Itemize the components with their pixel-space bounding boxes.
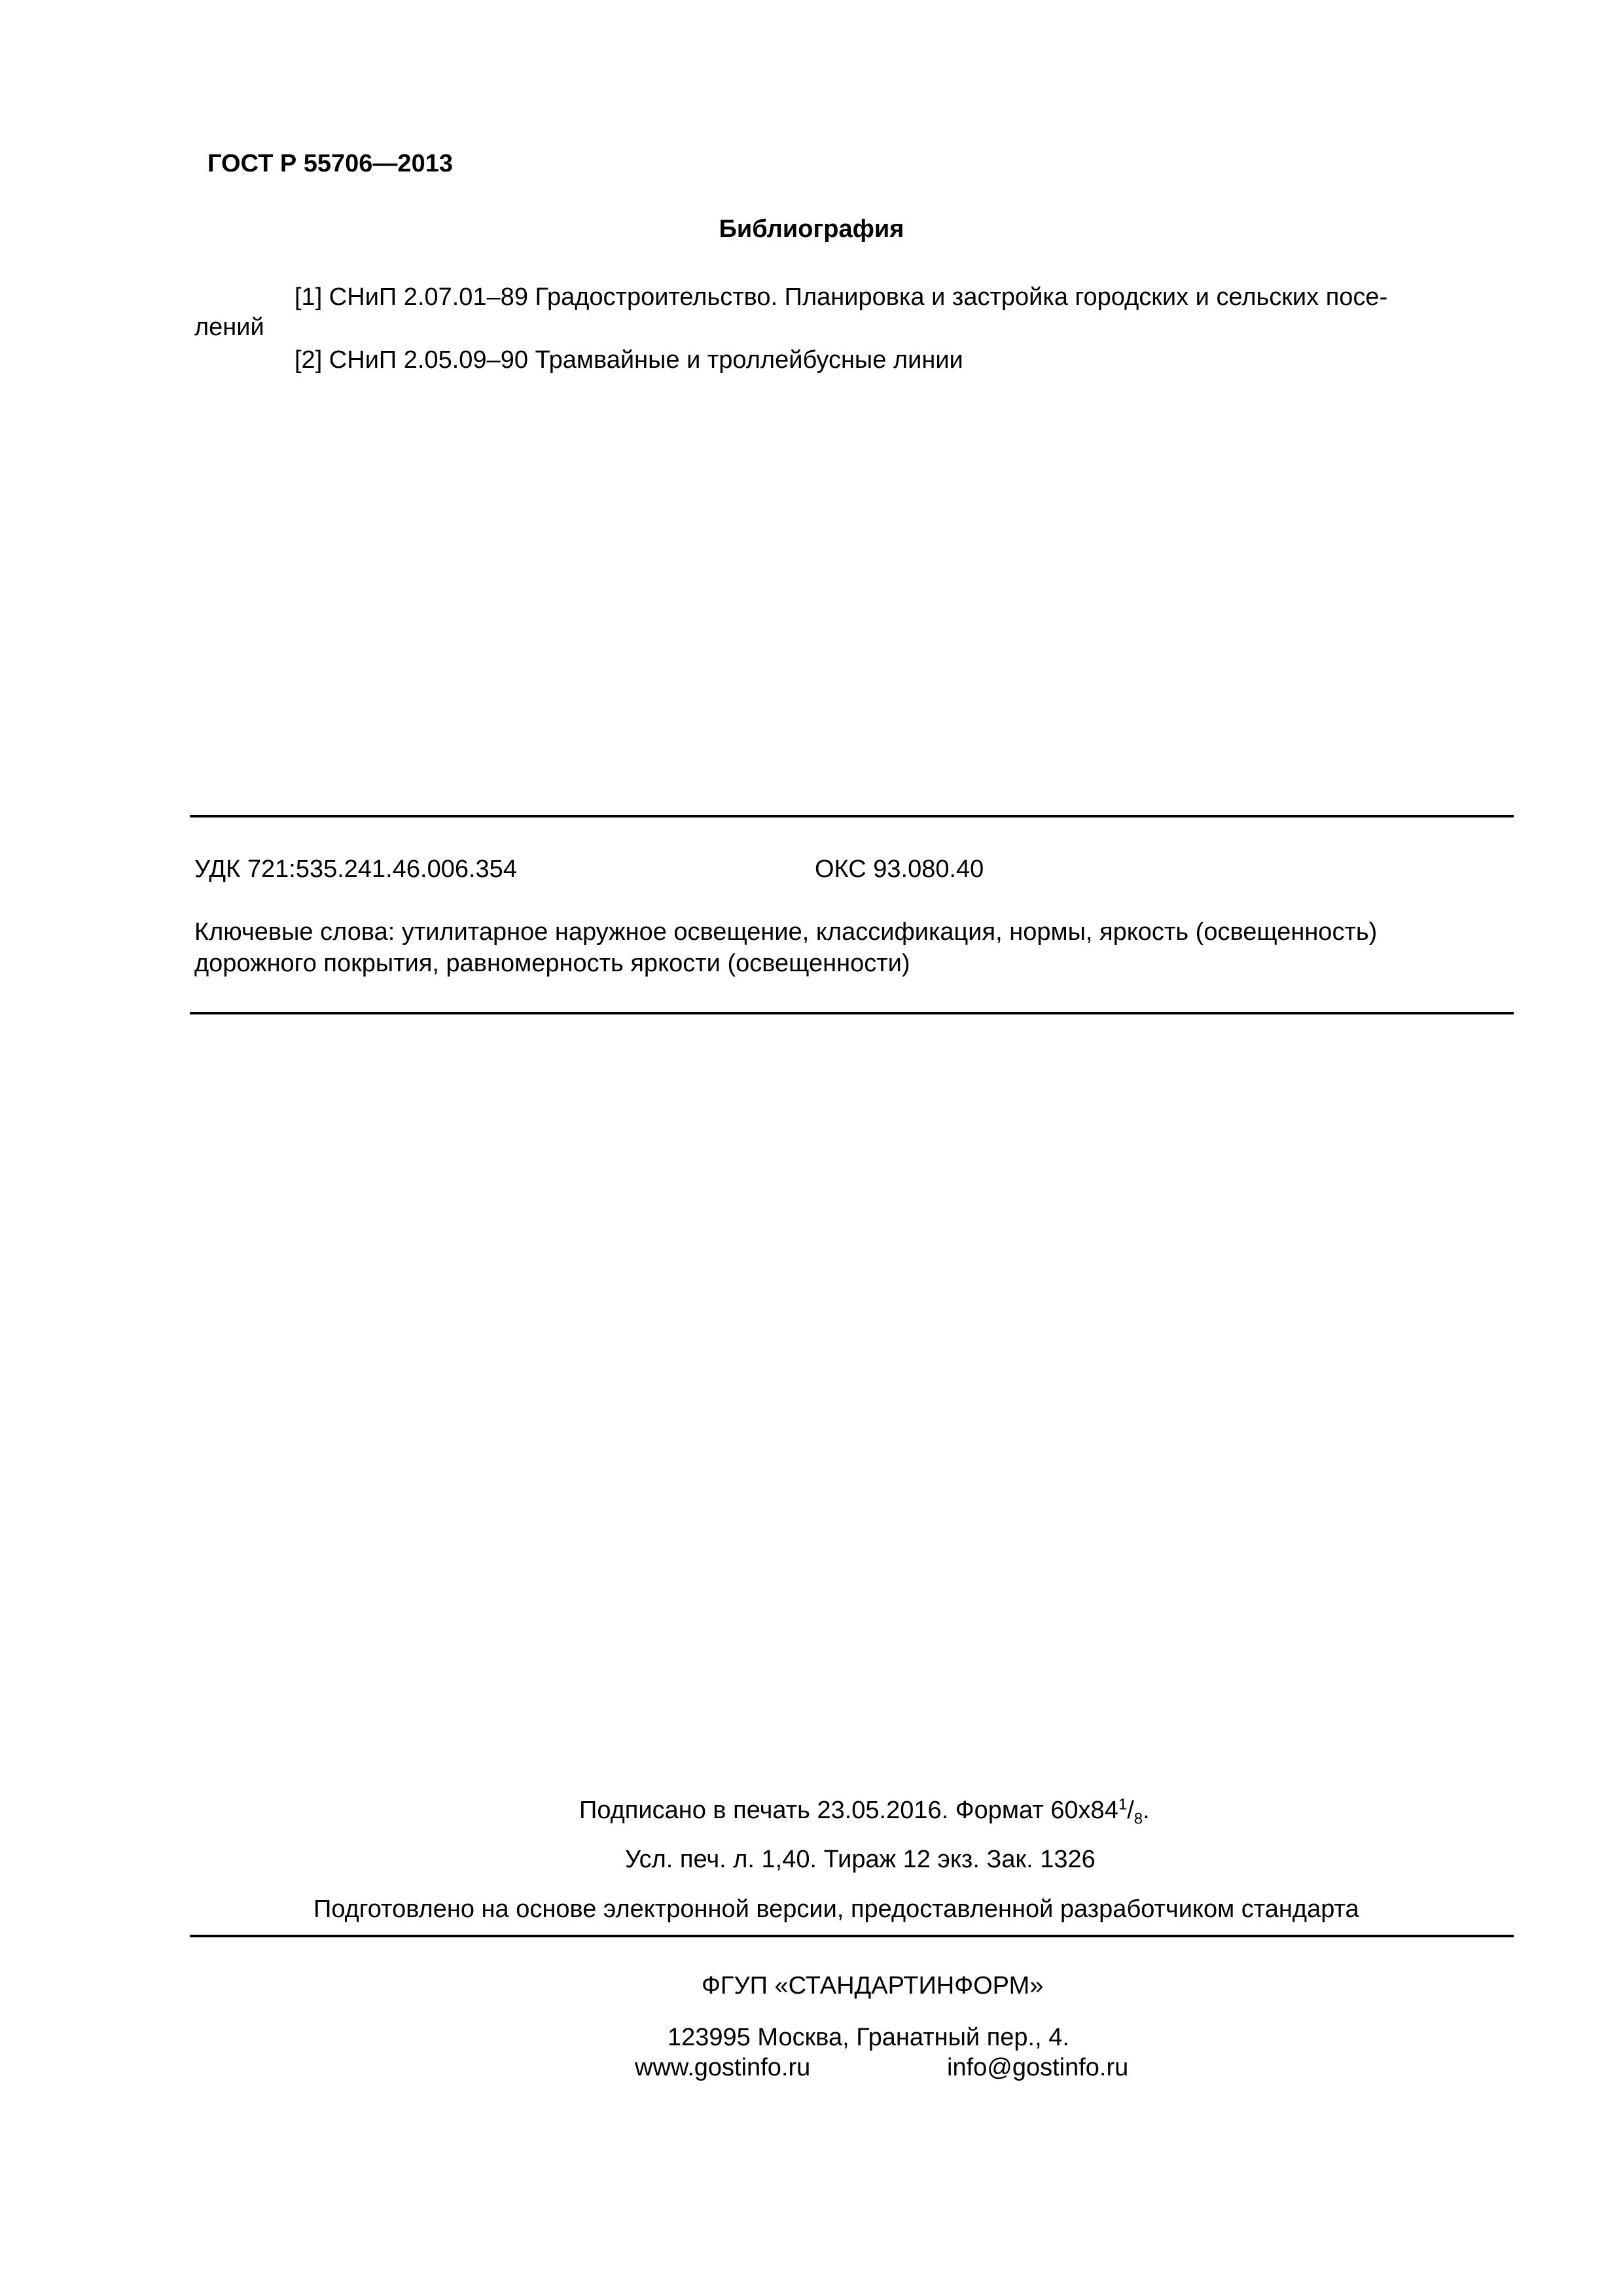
oks-code: ОКС 93.080.40 [815,855,984,883]
format-numerator: 1 [1118,1795,1128,1814]
publisher-email: info@gostinfo.ru [947,2054,1129,2081]
divider-bottom [190,1935,1514,1937]
document-header: ГОСТ Р 55706—2013 [207,150,453,177]
bibliography-item-2: [2] СНиП 2.05.09–90 Трамвайные и троллейбусные линии [294,346,963,374]
bibliography-item-1-continuation: лений [194,314,264,341]
print-info: Усл. печ. л. 1,40. Тираж 12 экз. Зак. 1326 [625,1846,1096,1873]
format-slash: / [1127,1797,1134,1824]
divider-top [190,815,1514,817]
publisher-address: 123995 Москва, Гранатный пер., 4. [668,2024,1069,2051]
udk-code: УДК 721:535.241.46.006.354 [194,855,517,883]
signed-for-print [579,1795,1150,1826]
bibliography-title: Библиография [719,215,904,243]
keywords-line-2: дорожного покрытия, равномерность яркости (освещенности) [194,950,910,977]
keywords-line-1: Ключевые слова: утилитарное наружное освещение, классификация, нормы, яркость (освещенность) [194,918,1378,946]
signed-text: Подписано в печать 23.05.2016. Формат 60x84 [579,1797,1118,1824]
bibliography-item-1: [1] СНиП 2.07.01–89 Градостроительство. Планировка и застройка городских и сельских посе- [294,283,1388,311]
signed-end: . [1143,1797,1150,1824]
prepared-note: Подготовлено на основе электронной версии, предоставленной разработчиком стандарта [313,1895,1359,1923]
publisher-website: www.gostinfo.ru [635,2054,811,2081]
divider-middle [190,1012,1514,1014]
format-denominator: 8 [1133,1810,1143,1828]
publisher-name: ФГУП «СТАНДАРТИНФОРМ» [702,1972,1044,2000]
